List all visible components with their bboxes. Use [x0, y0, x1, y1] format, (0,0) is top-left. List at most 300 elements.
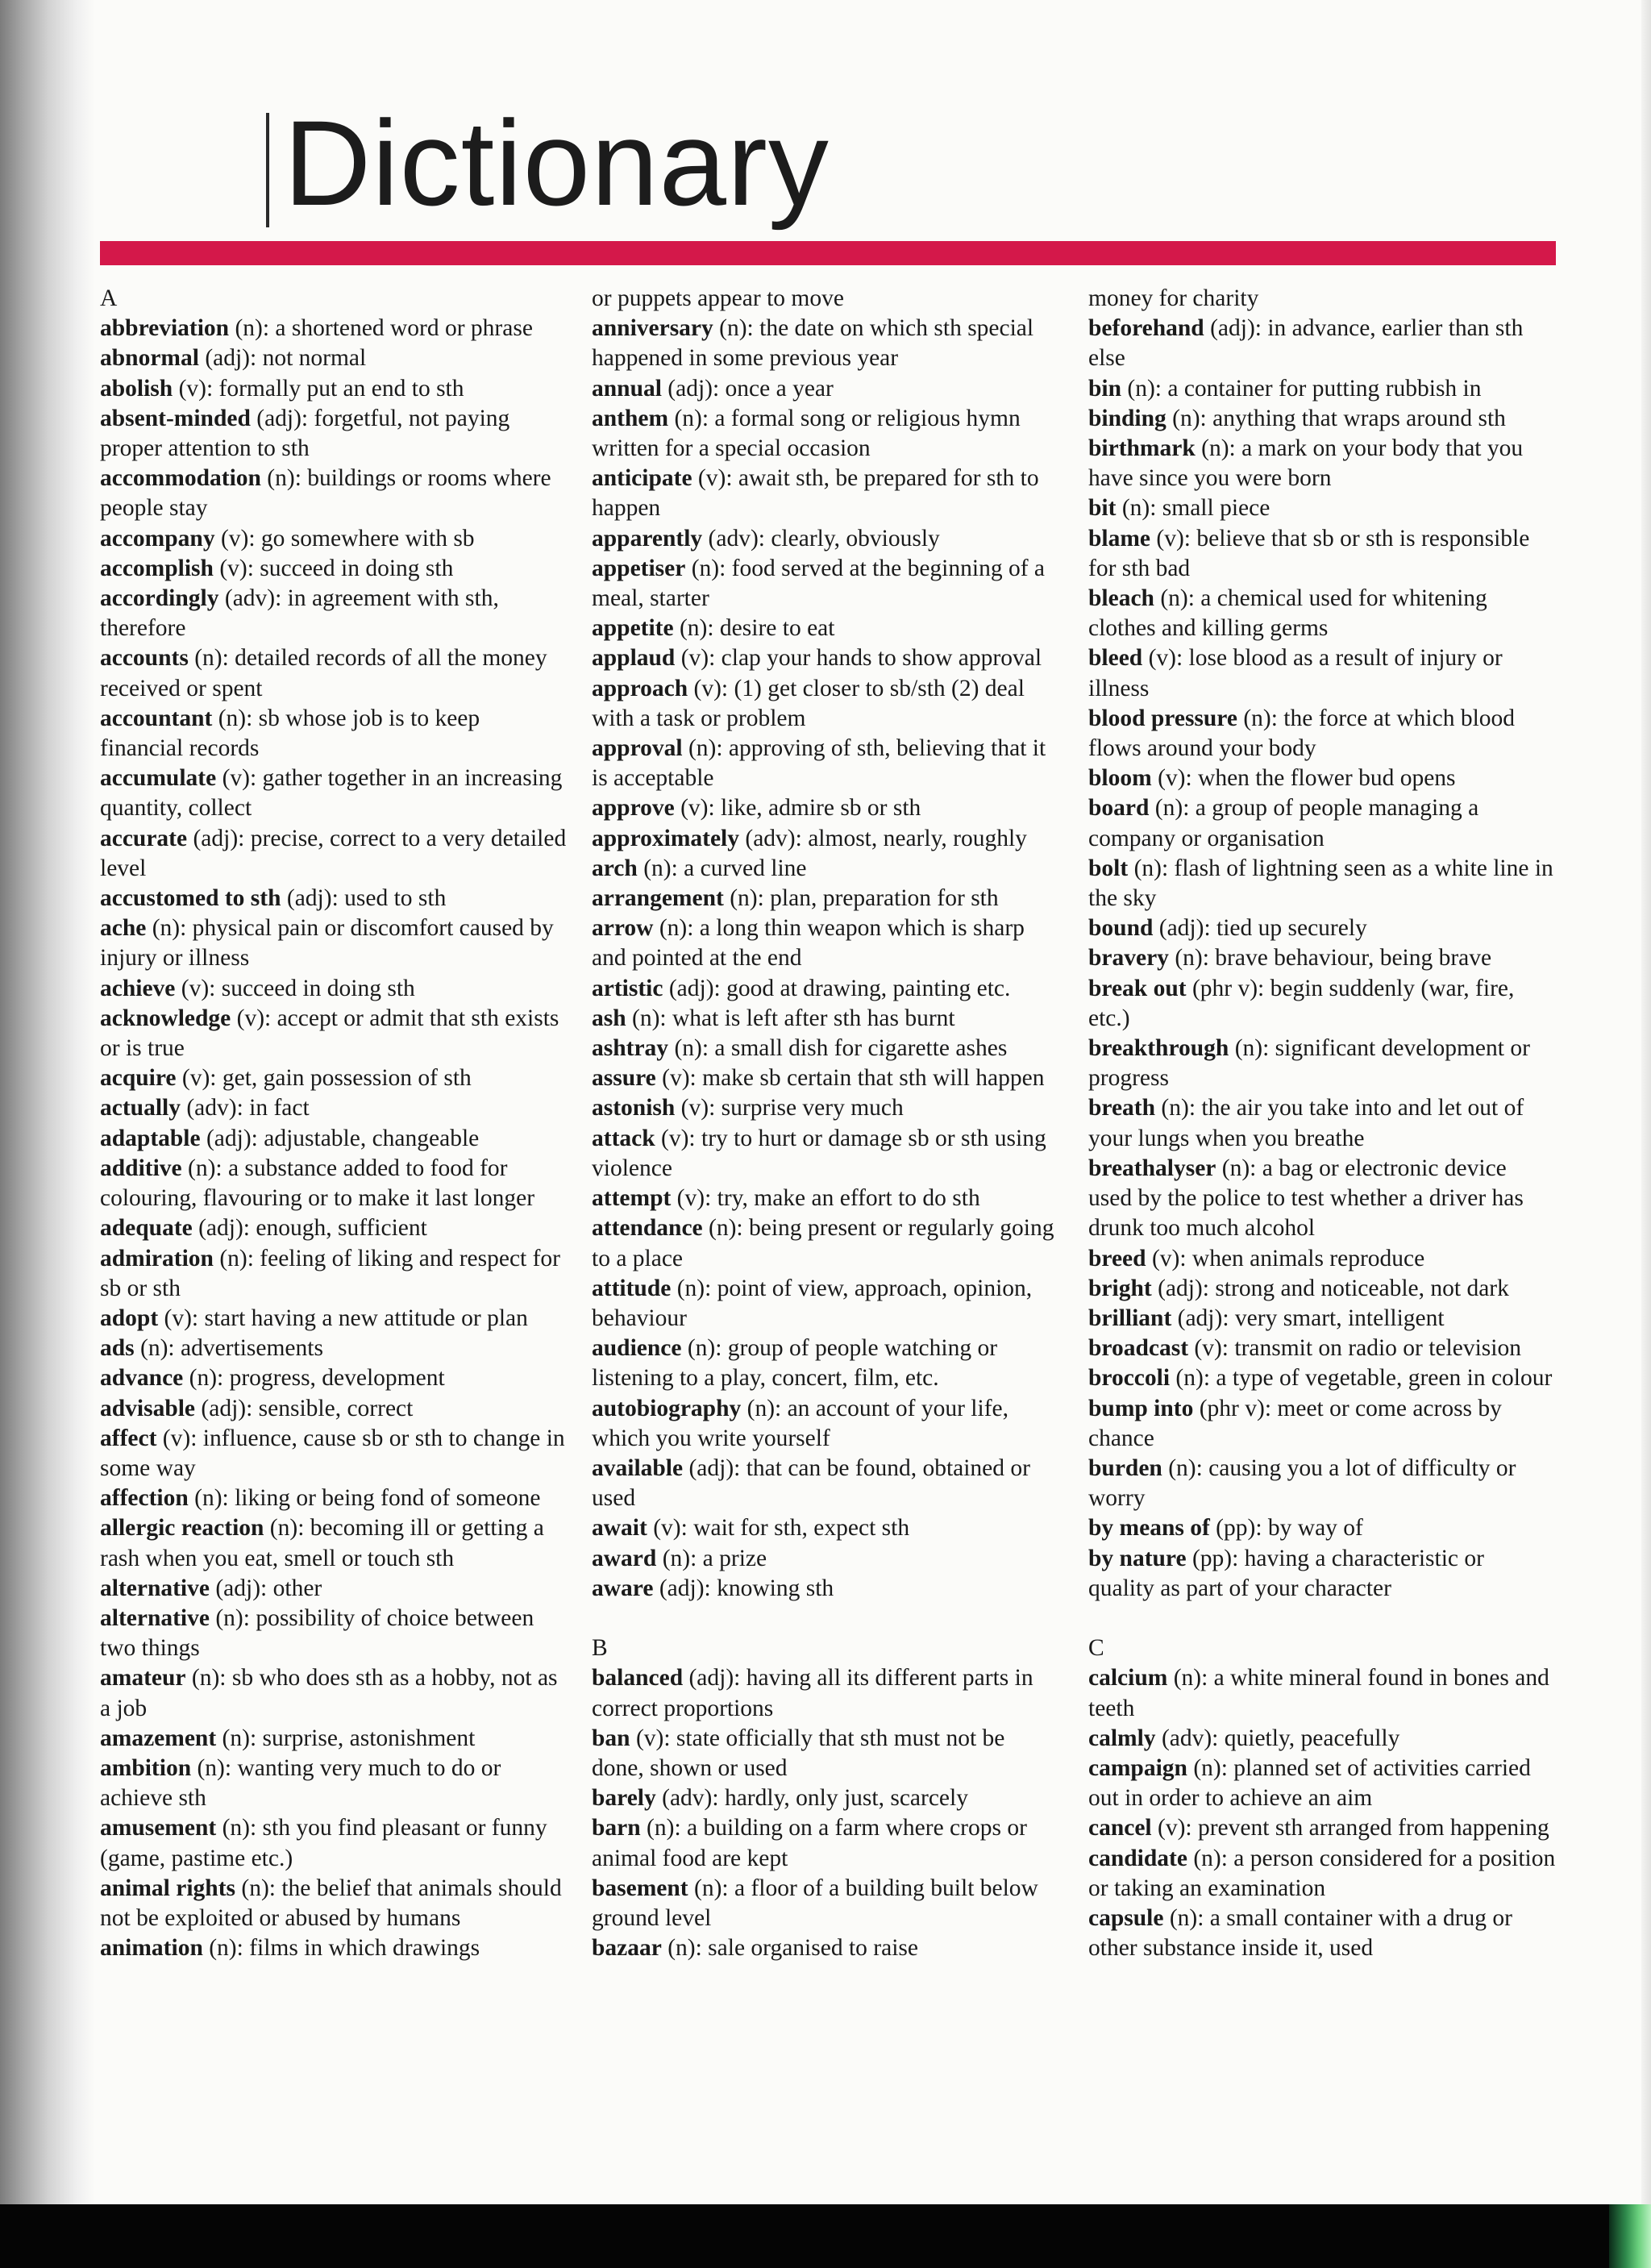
dictionary-entry — [1088, 943, 1556, 973]
dictionary-entry — [100, 643, 568, 703]
dictionary-entry — [592, 314, 1059, 373]
dictionary-entry — [1088, 974, 1556, 1034]
headword: break out — [1088, 975, 1187, 1001]
definition: (n): a small dish for cigarette ashes — [668, 1035, 1008, 1062]
definition: (n): food served at the beginning of a meal, starter — [592, 555, 1045, 612]
page-edge — [1641, 0, 1651, 2204]
headword: admiration — [100, 1245, 214, 1271]
dictionary-entry — [1088, 1334, 1556, 1363]
definition: (n): a container for putting rubbish in — [1121, 375, 1482, 402]
definition: (v): await sth, be prepared for sth to happen — [592, 465, 1039, 522]
definition: (n): desire to eat — [673, 615, 835, 642]
section-letter: C — [1088, 1635, 1104, 1662]
headword: amazement — [100, 1725, 217, 1751]
section-letter: B — [592, 1635, 608, 1662]
dictionary-entry — [592, 554, 1059, 614]
dictionary-entry — [1088, 524, 1556, 584]
definition: (n): the air you take into and let out of your lungs when you breathe — [1088, 1095, 1524, 1151]
headword: affect — [100, 1425, 157, 1451]
title-rule — [266, 113, 269, 227]
dictionary-entry — [592, 1124, 1059, 1184]
dictionary-entry — [1088, 374, 1556, 404]
dictionary-entry — [100, 974, 568, 1004]
headword: astonish — [592, 1095, 676, 1122]
dictionary-entry — [592, 464, 1059, 523]
dictionary-entry — [592, 1783, 1059, 1813]
definition: (n): approving of sth, believing that it is acceptable — [592, 735, 1046, 792]
definition: (v): accept or admit that sth exists or is true — [100, 1005, 559, 1062]
definition: (n): a prize — [656, 1545, 767, 1571]
headword: ban — [592, 1725, 630, 1751]
headword: alternative — [100, 1575, 210, 1601]
headword: barn — [592, 1815, 641, 1841]
definition: (v): succeed in doing sth — [175, 975, 415, 1001]
headword: appetite — [592, 615, 674, 642]
dictionary-entry — [100, 1394, 568, 1424]
headword: abolish — [100, 375, 173, 402]
definition: (n): a bag or electronic device used by the police to test whether a driver has drunk too much alcohol — [1088, 1155, 1524, 1242]
definition: or puppets appear to move — [592, 285, 844, 311]
definition: (n): feeling of liking and respect for sb or sth — [100, 1245, 561, 1301]
headword: award — [592, 1545, 657, 1571]
definition: (adj): other — [209, 1575, 322, 1601]
dictionary-entry — [1088, 1544, 1556, 1604]
dictionary-entry — [592, 1063, 1059, 1093]
headword: accomplish — [100, 555, 214, 581]
definition: (v): start having a new attitude or plan — [158, 1305, 528, 1331]
dictionary-entry — [592, 1663, 1059, 1723]
definition: (adv): quietly, peacefully — [1155, 1725, 1400, 1751]
dictionary-entry — [100, 704, 568, 764]
definition: (n): surprise, astonishment — [216, 1725, 476, 1751]
headword: attitude — [592, 1275, 672, 1301]
dictionary-entry — [1088, 793, 1556, 853]
dictionary-entry — [1088, 1724, 1556, 1754]
headword: advisable — [100, 1395, 196, 1421]
dictionary-entry — [100, 1933, 568, 1963]
headword: accompany — [100, 525, 215, 551]
definition: (n): wanting very much to do or achieve sth — [100, 1754, 501, 1812]
definition: (v): lose blood as a result of injury or illness — [1088, 645, 1503, 701]
dictionary-entry — [1088, 1394, 1556, 1454]
headword: blood pressure — [1088, 705, 1237, 731]
headword: await — [592, 1515, 647, 1542]
headword: breathalyser — [1088, 1155, 1216, 1181]
definition: (n): a floor of a building built below ground level — [592, 1875, 1038, 1931]
dictionary-entry — [592, 1574, 1059, 1604]
headword: animal rights — [100, 1875, 235, 1901]
headword: available — [592, 1454, 684, 1481]
headword: amusement — [100, 1815, 217, 1841]
definition: (n): significant development or progress — [1088, 1035, 1530, 1092]
definition: (pp): having a characteristic or quality as part of your character — [1088, 1545, 1484, 1601]
definition: (adj): adjustable, changeable — [200, 1125, 480, 1151]
headword: audience — [592, 1335, 682, 1362]
definition: (adv): hardly, only just, scarcely — [655, 1785, 968, 1812]
dictionary-entry — [592, 1454, 1059, 1513]
dictionary-entry — [592, 1334, 1059, 1393]
dictionary-entry — [592, 1513, 1059, 1543]
headword: bravery — [1088, 945, 1169, 972]
definition: (adj): tied up securely — [1153, 915, 1367, 942]
definition: (n): possibility of choice between two things — [100, 1604, 534, 1662]
dictionary-entry — [1088, 1363, 1556, 1393]
definition: (n): sb whose job is to keep financial records — [100, 705, 480, 762]
headword: accumulate — [100, 765, 217, 792]
definition: (n): the date on which sth special happened in some previous year — [592, 315, 1034, 372]
headword: autobiography — [592, 1395, 742, 1421]
dictionary-column-3 — [1088, 284, 1556, 1963]
headword: binding — [1088, 405, 1167, 431]
headword: animation — [100, 1935, 203, 1962]
headword: approval — [592, 735, 683, 762]
headword: capsule — [1088, 1904, 1164, 1931]
definition: (v): get, gain possession of sth — [176, 1065, 472, 1092]
dictionary-entry — [1088, 1304, 1556, 1334]
definition: (adv): almost, nearly, roughly — [739, 825, 1027, 851]
dictionary-entry — [592, 614, 1059, 643]
dictionary-entry — [100, 1424, 568, 1484]
definition: (v): try to hurt or damage sb or sth using violence — [592, 1125, 1046, 1181]
dictionary-entry — [1088, 1754, 1556, 1813]
headword: beforehand — [1088, 315, 1204, 342]
headword: approve — [592, 795, 675, 822]
definition: (v): surprise very much — [675, 1095, 904, 1122]
headword: apparently — [592, 525, 703, 551]
headword: calcium — [1088, 1665, 1168, 1692]
dictionary-entry — [592, 1093, 1059, 1123]
dictionary-entry — [100, 1363, 568, 1393]
definition: (n): a substance added to food for colouring, flavouring or to make it last longer — [100, 1155, 535, 1212]
dictionary-entry — [1088, 854, 1556, 913]
dictionary-entry — [100, 464, 568, 523]
dictionary-entry — [592, 404, 1059, 464]
definition: (adj): good at drawing, painting etc. — [663, 975, 1011, 1001]
headword: additive — [100, 1155, 182, 1181]
dictionary-entry — [100, 764, 568, 823]
headword: abbreviation — [100, 315, 230, 342]
dictionary-entry — [1088, 1904, 1556, 1963]
dictionary-entry — [100, 824, 568, 884]
dictionary-entry — [100, 1213, 568, 1243]
dictionary-entry — [100, 1513, 568, 1573]
definition: (adj): used to sth — [281, 885, 447, 912]
headword: accurate — [100, 825, 188, 851]
dictionary-entry — [100, 884, 568, 913]
dictionary-entry — [592, 824, 1059, 854]
dictionary-entry — [592, 1813, 1059, 1873]
dictionary-entry — [592, 1933, 1059, 1963]
headword: breed — [1088, 1245, 1146, 1271]
definition: (n): advertisements — [134, 1335, 323, 1362]
headword: bin — [1088, 375, 1122, 402]
dictionary-entry — [1088, 314, 1556, 373]
headword: aware — [592, 1575, 654, 1601]
headword: accommodation — [100, 465, 261, 492]
headword: blame — [1088, 525, 1151, 551]
definition: (n): point of view, approach, opinion, behaviour — [592, 1275, 1033, 1331]
definition: (n): sth you find pleasant or funny (game, pastime etc.) — [100, 1815, 547, 1871]
definition: (n): what is left after sth has burnt — [626, 1005, 955, 1031]
dictionary-entry — [1088, 1154, 1556, 1244]
headword: cancel — [1088, 1815, 1152, 1841]
headword: bazaar — [592, 1935, 662, 1962]
dictionary-entry — [592, 1874, 1059, 1933]
dictionary-entry — [100, 1304, 568, 1334]
dictionary-entry — [592, 1544, 1059, 1574]
dictionary-entry — [100, 1124, 568, 1154]
dictionary-entry — [1088, 704, 1556, 764]
dictionary-entry — [1088, 643, 1556, 703]
dictionary-entry — [1088, 1513, 1556, 1543]
definition: (v): try, make an effort to do sth — [671, 1185, 980, 1212]
headword: bolt — [1088, 855, 1129, 881]
definition: (v): influence, cause sb or sth to change in some way — [100, 1425, 565, 1481]
definition: (adj): forgetful, not paying proper attention to sth — [100, 405, 510, 462]
dictionary-entry — [592, 1724, 1059, 1783]
definition: (n): a small container with a drug or other substance inside it, used — [1088, 1904, 1512, 1962]
headword: allergic reaction — [100, 1515, 264, 1542]
definition: (n): small piece — [1116, 495, 1270, 522]
definition: (phr v): begin suddenly (war, fire, etc.) — [1088, 975, 1515, 1031]
dictionary-entry — [100, 1574, 568, 1604]
headword: breakthrough — [1088, 1035, 1229, 1062]
headword: anthem — [592, 405, 669, 431]
dictionary-entry — [592, 974, 1059, 1004]
headword: anticipate — [592, 465, 692, 492]
definition: (n): a person considered for a position or taking an examination — [1088, 1845, 1556, 1901]
dictionary-entry — [592, 1034, 1059, 1063]
headword: adaptable — [100, 1125, 201, 1151]
headword: by means of — [1088, 1515, 1210, 1542]
dictionary-entry — [100, 1813, 568, 1873]
headword: affection — [100, 1485, 189, 1512]
dictionary-entry — [592, 884, 1059, 913]
definition: (v): gather together in an increasing quantity, collect — [100, 765, 563, 822]
definition: (n): the belief that animals should not be exploited or abused by humans — [100, 1875, 562, 1931]
definition: (adj): sensible, correct — [195, 1395, 414, 1421]
dictionary-entry — [1088, 1034, 1556, 1093]
headword: absent-minded — [100, 405, 251, 431]
definition: (n): progress, development — [183, 1365, 445, 1392]
headword: campaign — [1088, 1754, 1187, 1781]
headword: burden — [1088, 1454, 1162, 1481]
definition: (adj): once a year — [661, 375, 834, 402]
definition: (v): when the flower bud opens — [1151, 765, 1456, 792]
headword: approximately — [592, 825, 740, 851]
definition: (pp): by way of — [1209, 1515, 1363, 1542]
headword: bump into — [1088, 1395, 1194, 1421]
headword: bound — [1088, 915, 1154, 942]
dictionary-entry — [1088, 1663, 1556, 1723]
headword: accounts — [100, 645, 189, 672]
definition: (n): physical pain or discomfort caused by injury or illness — [100, 915, 554, 972]
dictionary-entry — [592, 284, 1059, 314]
dictionary-entry — [100, 1663, 568, 1723]
dictionary-entry — [100, 1754, 568, 1813]
definition: (n): a type of vegetable, green in colour — [1170, 1365, 1553, 1392]
dictionary-entry — [1088, 404, 1556, 434]
definition: (n): a chemical used for whitening clothes and killing germs — [1088, 585, 1487, 642]
definition: (n): sale organised to raise — [661, 1935, 918, 1962]
headword: board — [1088, 795, 1150, 822]
definition: (v): go somewhere with sb — [214, 525, 475, 551]
dictionary-entry — [100, 1004, 568, 1063]
definition: (adj): very smart, intelligent — [1171, 1305, 1445, 1331]
definition: (n): group of people watching or listening to a play, concert, film, etc. — [592, 1335, 998, 1392]
headword: abnormal — [100, 345, 199, 372]
definition: (n): a curved line — [637, 855, 807, 881]
definition: (adj): in advance, earlier than sth else — [1088, 315, 1524, 372]
headword: attendance — [592, 1215, 703, 1242]
definition: (adj): strong and noticeable, not dark — [1151, 1275, 1509, 1301]
section-letter: A — [100, 285, 118, 311]
definition: (n): a white mineral found in bones and teeth — [1088, 1665, 1549, 1721]
dictionary-entry — [1088, 1274, 1556, 1304]
headword: candidate — [1088, 1845, 1187, 1871]
definition: (adv): clearly, obviously — [702, 525, 940, 551]
headword: assure — [592, 1065, 656, 1092]
dictionary-entry — [100, 404, 568, 464]
definition: (adj): not normal — [198, 345, 367, 372]
dictionary-entry — [100, 1154, 568, 1213]
dictionary-entry — [592, 1213, 1059, 1273]
dictionary-entry — [100, 554, 568, 584]
definition: (n): a building on a farm where crops or animal food are kept — [592, 1815, 1027, 1871]
headword: achieve — [100, 975, 176, 1001]
dictionary-entry — [1088, 584, 1556, 643]
headword: adequate — [100, 1215, 193, 1242]
definition: (n): a group of people managing a company or organisation — [1088, 795, 1479, 851]
definition: money for charity — [1088, 285, 1259, 311]
definition: (n): a long thin weapon which is sharp and pointed at the end — [592, 915, 1025, 972]
definition: (n): planned set of activities carried out in order to achieve an aim — [1088, 1754, 1531, 1812]
definition: (n): a mark on your body that you have since you were born — [1088, 435, 1524, 492]
dictionary-entry — [1088, 1454, 1556, 1513]
headword: accountant — [100, 705, 213, 731]
headword: barely — [592, 1785, 656, 1812]
dictionary-entry — [100, 1244, 568, 1304]
definition: (n): films in which drawings — [202, 1935, 480, 1962]
definition: (n): an account of your life, which you write yourself — [592, 1395, 1008, 1451]
definition: (v): wait for sth, expect sth — [647, 1515, 910, 1542]
section-spacer — [1088, 1604, 1556, 1633]
definition: (n): a shortened word or phrase — [229, 315, 533, 342]
headword: accustomed to sth — [100, 885, 281, 912]
definition: (v): formally put an end to sth — [173, 375, 464, 402]
definition: (v): state officially that sth must not be done, shown or used — [592, 1725, 1005, 1781]
dictionary-entry — [592, 524, 1059, 554]
definition: (n): causing you a lot of difficulty or worry — [1088, 1454, 1516, 1512]
headword: amateur — [100, 1665, 186, 1692]
headword: balanced — [592, 1665, 684, 1692]
dictionary-column-2 — [592, 284, 1059, 1963]
headword: bright — [1088, 1275, 1152, 1301]
definition: (v): clap your hands to show approval — [675, 645, 1042, 672]
headword: breath — [1088, 1095, 1156, 1122]
headword: artistic — [592, 975, 663, 1001]
headword: ads — [100, 1335, 135, 1362]
dictionary-entry — [1088, 1244, 1556, 1274]
headword: advance — [100, 1365, 184, 1392]
headword: bloom — [1088, 765, 1152, 792]
headword: ash — [592, 1005, 626, 1031]
headword: attack — [592, 1125, 655, 1151]
dictionary-entry — [592, 643, 1059, 673]
dictionary-entry — [100, 1724, 568, 1754]
dictionary-entry — [592, 1274, 1059, 1334]
headword: anniversary — [592, 315, 713, 342]
definition: (v): believe that sb or sth is responsible for sth bad — [1088, 525, 1530, 581]
dictionary-entry — [100, 314, 568, 343]
dictionary-entry — [592, 734, 1059, 793]
dictionary-entry — [592, 1004, 1059, 1034]
dictionary-entry — [100, 1484, 568, 1513]
dictionary-entry — [100, 1334, 568, 1363]
headword: acquire — [100, 1065, 177, 1092]
headword: bleed — [1088, 645, 1143, 672]
dictionary-entry — [592, 1394, 1059, 1454]
definition: (n): plan, preparation for sth — [723, 885, 999, 912]
dictionary-entry — [592, 374, 1059, 404]
dictionary-entry — [100, 1874, 568, 1933]
definition: (adv): in agreement with sth, therefore — [100, 585, 499, 642]
definition: (n): the force at which blood flows around your body — [1088, 705, 1516, 762]
color-registration-mark — [1609, 2204, 1651, 2268]
definition: (n): detailed records of all the money received or spent — [100, 645, 547, 701]
headword: by nature — [1088, 1545, 1187, 1571]
page-title: Dictionary — [284, 95, 830, 231]
dictionary-entry — [592, 674, 1059, 734]
definition: (n): being present or regularly going to a place — [592, 1215, 1054, 1271]
dictionary-entry — [592, 1184, 1059, 1213]
definition: (n): brave behaviour, being brave — [1168, 945, 1492, 972]
definition: (n): sb who does sth as a hobby, not as a job — [100, 1665, 558, 1721]
definition: (n): liking or being fond of someone — [188, 1485, 541, 1512]
headword: approach — [592, 675, 688, 701]
headword: arrangement — [592, 885, 724, 912]
dictionary-entry — [1088, 764, 1556, 793]
definition: (v): when animals reproduce — [1146, 1245, 1425, 1271]
dictionary-entry — [1088, 913, 1556, 943]
dictionary-entry — [592, 793, 1059, 823]
definition: (adj): that can be found, obtained or used — [592, 1454, 1030, 1512]
definition: (adj): enough, sufficient — [192, 1215, 427, 1242]
definition: (v): succeed in doing sth — [213, 555, 454, 581]
dictionary-entry — [592, 913, 1059, 973]
section-spacer — [592, 1604, 1059, 1633]
dictionary-entry — [100, 374, 568, 404]
headword: calmly — [1088, 1725, 1156, 1751]
headword: accordingly — [100, 585, 219, 612]
headword: arch — [592, 855, 638, 881]
headword: basement — [592, 1875, 688, 1901]
definition: (adj): knowing sth — [653, 1575, 834, 1601]
headword: ambition — [100, 1754, 192, 1781]
definition: (v): (1) get closer to sb/sth (2) deal with a task or problem — [592, 675, 1025, 731]
definition: (n): buildings or rooms where people stay — [100, 465, 551, 522]
headword: appetiser — [592, 555, 686, 581]
dictionary-entry — [100, 1604, 568, 1663]
headword: actually — [100, 1095, 181, 1122]
dictionary-entry — [1088, 1093, 1556, 1153]
definition: (n): becoming ill or getting a rash when you eat, smell or touch sth — [100, 1515, 544, 1571]
dictionary-entry — [1088, 1813, 1556, 1843]
dictionary-entry — [1088, 1844, 1556, 1904]
headword: attempt — [592, 1185, 672, 1212]
definition: (adv): in fact — [180, 1095, 310, 1122]
headword: ache — [100, 915, 147, 942]
